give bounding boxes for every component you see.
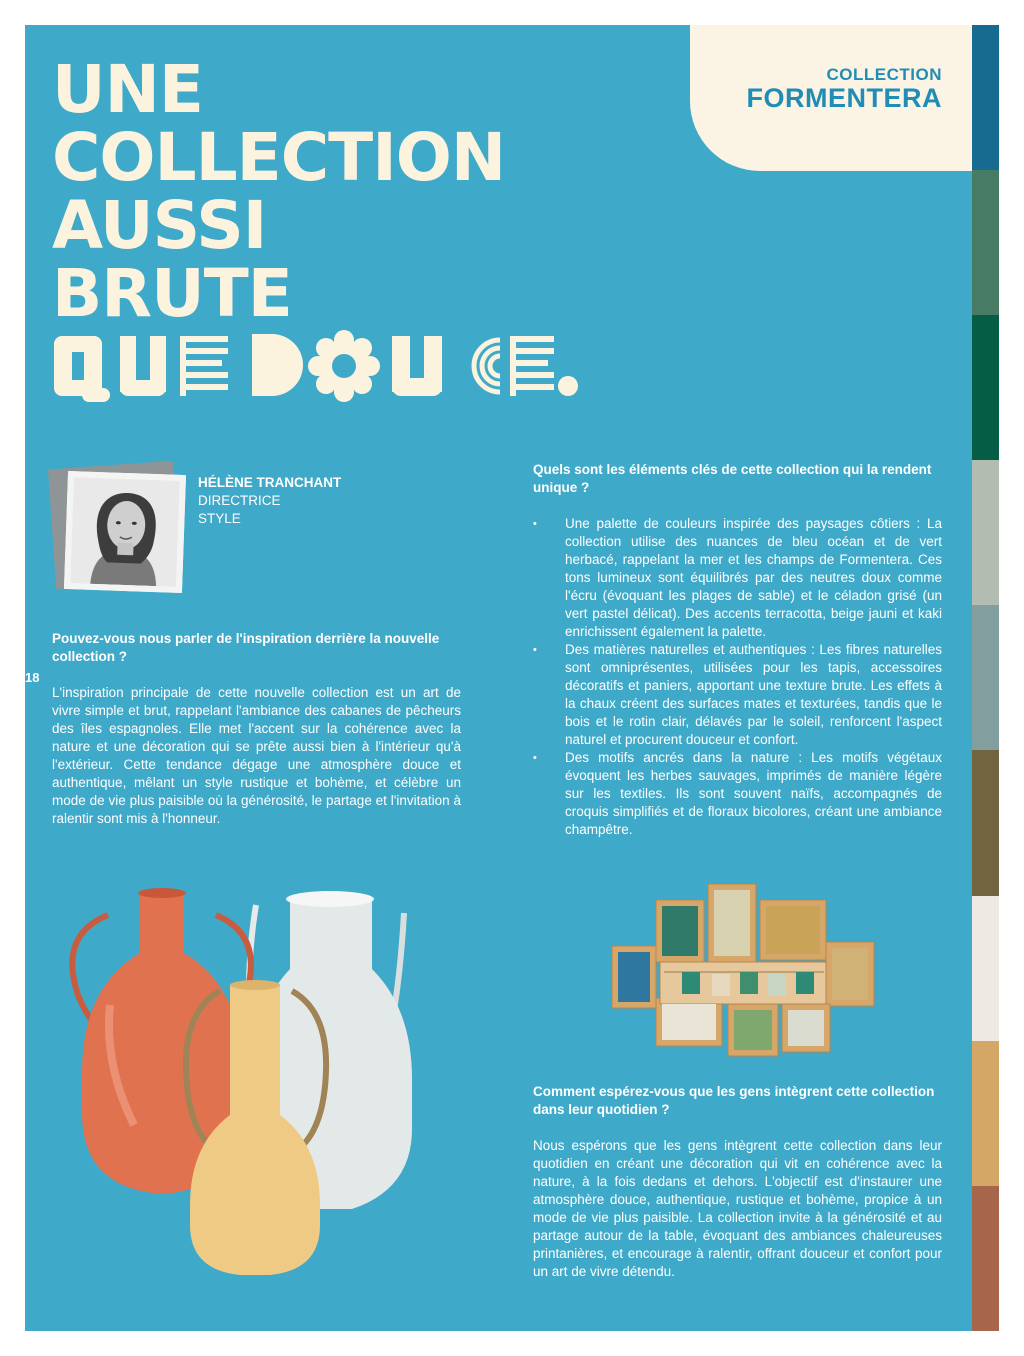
collection-label: COLLECTION — [826, 65, 942, 84]
headline-line-2: COLLECTION — [52, 119, 506, 196]
author-credit — [198, 474, 341, 528]
list-item: • Une palette de couleurs inspirée des paysages côtiers : La collection utilise des nuances de bleu océan et de vert herbacé, rappelant la mer et les champs de Formentera. Ces tons lumineux sont équilibrés par des neutres doux comme l'écru (évoquant les plages de sable) et le céladon grisé (un vert pastel délicat). Des accents terracotta, beige jauni et kaki enrichissent également la palette. — [533, 515, 942, 641]
author-role-line2: STYLE — [198, 511, 241, 526]
headline-line-3: AUSSI — [52, 187, 267, 264]
list-item: • Des matières naturelles et authentiques : Les fibres naturelles sont omniprésentes, utilisées pour les tapis, accessoires décoratifs et paniers, apportant une texture brute. Les effets à la chaux créent des surfaces mates et texturées, tandis que le bois et le rotin clair, délavés par le soleil, renforcent l'aspect naturel et procurent douceur et confort. — [533, 641, 942, 749]
swatch-ecru — [972, 896, 999, 1041]
swatch-celadon — [972, 605, 999, 750]
photo-frames-product-image — [608, 880, 878, 1060]
key-elements-list — [533, 515, 942, 839]
question-2: Quels sont les éléments clés de cette collection qui la rendent unique ? — [533, 462, 932, 495]
headline-line-4: BRUTE — [52, 255, 292, 332]
answer-3: Nous espérons que les gens intègrent cette collection dans leur quotidien en créant une décoration qui vit en cohérence avec la nature, à la fois dedans et dehors. L'objectif est d'instaurer une atmosphère douce, authentique, rustique et bohème, propice à un mode de vie plus paisible. La collection invite à la générosité et au partage autour de la table, évoquant des ambiances chaleureuses printanières, et encourage à ralentir, offrant douceur et confort pour un art de vivre détendu. — [533, 1138, 942, 1279]
author-name: HÉLÈNE TRANCHANT — [198, 475, 342, 490]
question-3: Comment espérez-vous que les gens intègrent cette collection dans leur quotidien ? — [533, 1084, 935, 1117]
page-number: 18 — [25, 670, 40, 685]
collection-name: FORMENTERA — [746, 83, 942, 113]
collection-tag — [690, 25, 972, 171]
portrait-photo — [70, 477, 180, 587]
headline-line-1: UNE — [52, 51, 203, 128]
question-1: Pouvez-vous nous parler de l'inspiration derrière la nouvelle collection ? — [52, 631, 440, 664]
headline — [52, 51, 506, 332]
swatch-forest-green — [972, 315, 999, 460]
author-portrait — [52, 465, 192, 595]
color-swatch-strip — [972, 25, 999, 1331]
answer-1: L'inspiration principale de cette nouvelle collection est un art de vivre simple et brut, rappelant l'ambiance des cabanes de pêcheurs des îles espagnoles. Elle met l'accent sur la cohérence avec la nature et une décoration qui se prête aussi bien à l'intérieur qu'à l'extérieur. Cette tendance dégage une atmosphère douce et authentique, mêlant un style rustique et bohème, et célèbre un mode de vie plus paisible où la générosité, le partage et l'invitation à ralentir sont mis à l'honneur. — [52, 685, 461, 826]
swatch-terracotta — [972, 1186, 999, 1331]
list-item: • Des motifs ancrés dans la nature : Les motifs végétaux évoquent les herbes sauvages, imprimés de manière légère sur les textiles. Ils sont souvent naïfs, accompagnés de croquis simplifiés et de floraux bicolores, créant une ambiance champêtre. — [533, 749, 942, 839]
vases-product-image — [60, 885, 420, 1280]
headline-decorative-lettering — [52, 326, 582, 416]
swatch-sage-green — [972, 170, 999, 315]
swatch-yellow-beige — [972, 1041, 999, 1186]
swatch-grey-green — [972, 460, 999, 605]
author-role-line1: DIRECTRICE — [198, 493, 281, 508]
swatch-khaki — [972, 750, 999, 895]
swatch-ocean-blue — [972, 25, 999, 170]
